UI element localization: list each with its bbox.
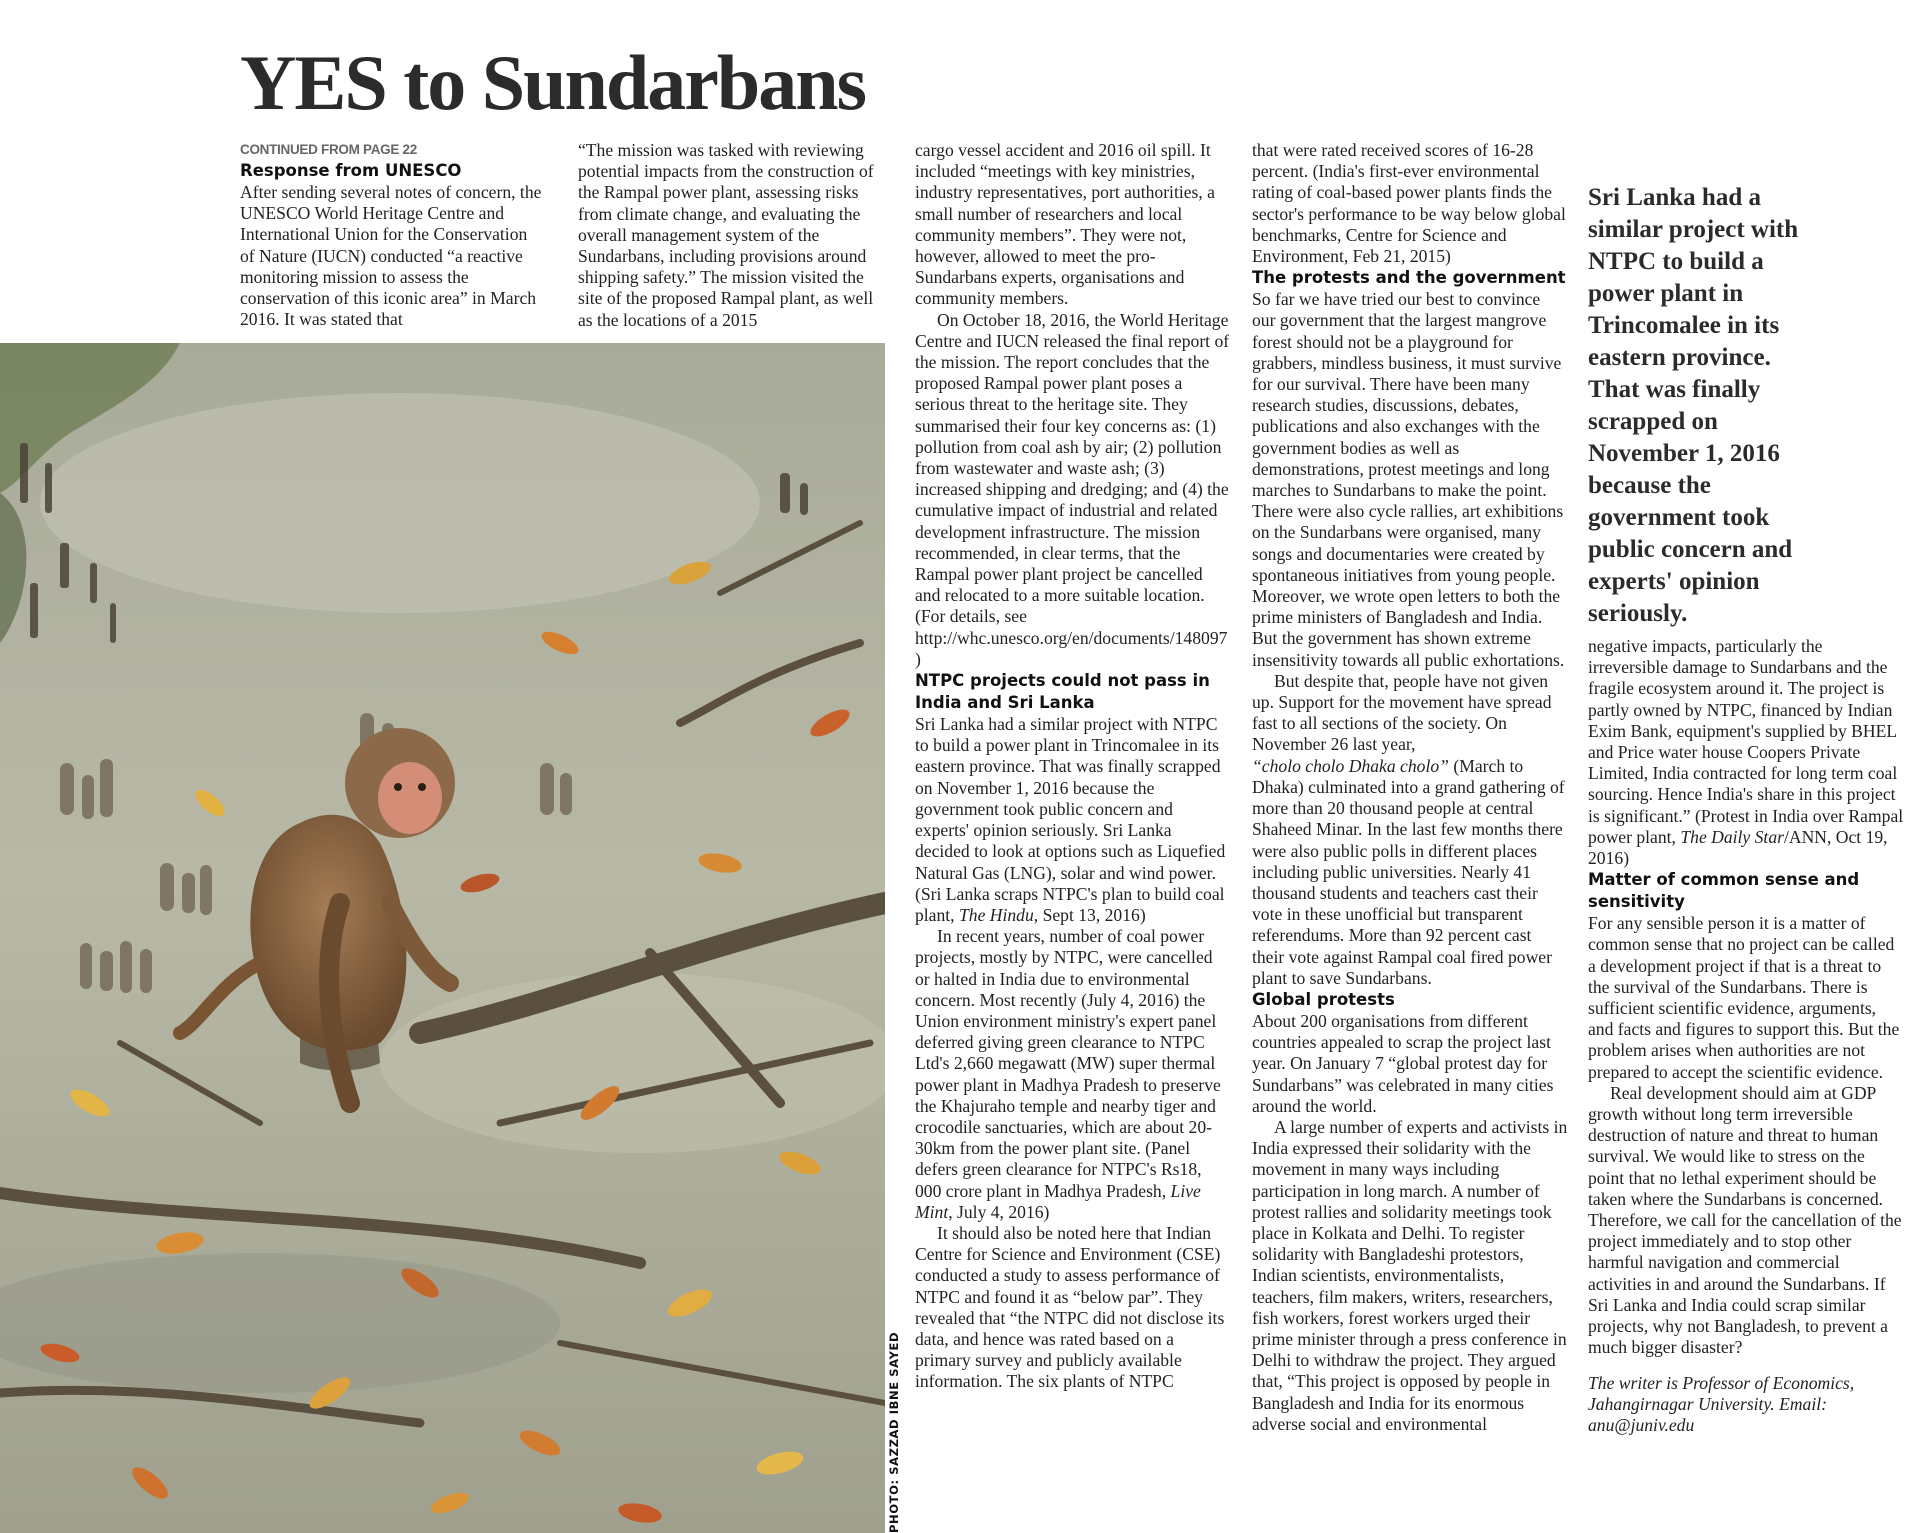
paragraph: So far we have tried our best to convince our government that the largest mangrove forest should not be a playground for grabbers, mindless business, it must survive for our survival. There have been many research studies, discussions, debates, publications and also exchanges with the government bodies as well as demonstrations, protest meetings and long marches to Sundarbans to make the point. There were also cycle rallies, art exhibitions on the Sundarbans were organised, many songs and documentaries were created by spontaneous initiatives from young people. Moreover, we wrote open letters to both the prime ministers of Bangladesh and India. But the government has shown extreme insensitivity towards all public exhortations. [1252, 289, 1565, 670]
slogan: “cholo cholo Dhaka cholo” [1252, 755, 1449, 776]
section-heading-ntpc: NTPC projects could not pass in India and Sri Lanka [915, 671, 1210, 713]
column-4 [1252, 140, 1568, 1435]
paragraph: Real development should aim at GDP growth without long term irreversible destruction of nature and threat to human survival. We would like to stress on the point that no lethal experiment should be taken where the Sundarbans is concerned. Therefore, we call for the cancellation of the project immediately and to stop other harmful navigation and commercial activities in and around the Sundarbans. If Sri Lanka and India could scrap similar projects, why not Bangladesh, to prevent a much bigger disaster? [1588, 1082, 1902, 1358]
paragraph: cargo vessel accident and 2016 oil spill. It included “meetings with key ministries, industry representatives, port authorities, a small number of researchers and local community members”. They were not, however, allowed to meet the pro-Sundarbans experts, organisations and community members. [915, 140, 1215, 309]
paragraph: It should also be noted here that Indian Centre for Science and Environment (CSE) conducted a study to assess performance of NTPC and found it as “below par”. They revealed that “the NTPC did not disclose its data, and hence was rated based on a primary survey and publicly available information. The six plants of NTPC [915, 1222, 1225, 1392]
section-heading-protests: The protests and the government [1252, 268, 1566, 288]
paragraph: On October 18, 2016, the World Heritage Centre and IUCN released the final report of the mission. The report concludes that the proposed Rampal power plant poses a serious threat to the heritage site. They summarised their four key concerns as: (1) pollution from coal ash by air; (2) pollution from wastewater and waste ash; (3) increased shipping and dredging; and (4) the cumulative impact of industrial and related development infrastructure. The mission recommended, in clear terms, that the Rampal power plant project be cancelled and relocated to a more suitable location. (For details, see http://whc.unesco.org/en/documents/148097) [915, 309, 1230, 669]
photo-credit: PHOTO: SAZZAD IBNE SAYED [887, 1331, 901, 1533]
section-heading-common-sense: Matter of common sense and sensitivity [1588, 870, 1860, 912]
author-byline: The writer is Professor of Economics, Jahangirnagar University. Email: anu@juniv.edu [1588, 1372, 1855, 1435]
paragraph: that were rated received scores of 16-28 percent. (India's first-ever environmental rating of coal-based power plants finds the sector's performance to be way below global benchmarks, Centre for Science and Environment, Feb 21, 2015) [1252, 140, 1566, 267]
section-heading-unesco: Response from UNESCO [240, 161, 462, 180]
column-5 [1588, 636, 1904, 1436]
article-photo-monkey-mangrove [0, 343, 885, 1533]
source-title: Live Mint [915, 1180, 1201, 1222]
paragraph: But despite that, people have not given up. Support for the movement have spread fast to all sections of the society. On November 26 last year, “cholo cholo Dhaka cholo” (March to Dhaka) culminated into a grand gathering of more than 20 thousand people at central Shaheed Minar. In the last few months there were also public polls in different places including public universities. Nearly 41 thousand students and teachers cast their vote in these unofficial but transparent referendums. More than 92 percent cast their vote against Rampal coal fired power plant to save Sundarbans. [1252, 670, 1565, 988]
column-3 [915, 140, 1230, 1393]
headline: YES to Sundarbans [240, 39, 865, 126]
paragraph: negative impacts, particularly the irreversible damage to Sundarbans and the fragile ecosystem around it. The project is partly owned by NTPC, financed by Indian Exim Bank, equipment's supplied by BHEL and Price water house Coopers Private Limited, India contracted for long term coal sourcing. Hence India's share in this project is significant.” (Protest in India over Rampal power plant, The Daily Star/ANN, Oct 19, 2016) [1588, 636, 1904, 869]
paragraph: Sri Lanka had a similar project with NTPC to build a power plant in Trincomalee in its eastern province. That was finally scrapped on November 1, 2016 because the government took public concern and experts' opinion seriously. Sri Lanka decided to look at options such as Liquefied Natural Gas (LNG), solar and wind power. (Sri Lanka scraps NTPC's plan to build coal plant, The Hindu, Sept 13, 2016) [915, 714, 1226, 925]
source-title: The Hindu [958, 904, 1034, 925]
pull-quote: Sri Lanka had a similar project with NTPC to build a power plant in Trincomalee in its eastern province. That was finally scrapped on November 1, 2016 because the government took public concern and experts' opinion seriously. [1588, 184, 1799, 627]
column-1 [240, 140, 546, 330]
continued-label: CONTINUED FROM PAGE 22 [240, 142, 417, 157]
paragraph: In recent years, number of coal power projects, mostly by NTPC, were cancelled or halted in India due to environmental concern. Most recently (July 4, 2016) the Union environment ministry's expert panel deferred giving green clearance to NTPC Ltd's 2,660 megawatt (MW) super thermal power plant in Madhya Pradesh to preserve the Khajuraho temple and nearby tiger and crocodile sanctuaries, which are about 20-30km from the power plant site. (Panel defers green clearance for NTPC's Rs18, 000 crore plant in Madhya Pradesh, Live Mint, July 4, 2016) [915, 926, 1221, 1222]
paragraph: About 200 organisations from different countries appealed to scrap the project last year. On January 7 “global protest day for Sundarbans” was celebrated in many cities around the world. [1252, 1010, 1554, 1116]
paragraph: After sending several notes of concern, the UNESCO World Heritage Centre and International Union for the Conservation of Nature (IUCN) conducted “a reactive monitoring mission to assess the conservation of this iconic area” in March 2016. It was stated that [240, 182, 542, 330]
column-2 [578, 140, 892, 331]
paragraph: A large number of experts and activists in India expressed their solidarity with the movement in many ways including participation in long march. A number of protest rallies and solidarity meetings took place in Kolkata and Delhi. To register solidarity with Bangladeshi protestors, Indian scientists, environmentalists, teachers, film makers, writers, researchers, fish workers, forest workers urged their prime minister through a press conference in Delhi to withdraw the project. They argued that, “This project is opposed by people in Bangladesh and India for its enormous adverse social and environmental [1252, 1116, 1568, 1434]
source-title: The Daily Star [1680, 826, 1784, 847]
paragraph: “The mission was tasked with reviewing potential impacts from the construction of the Rampal power plant, assessing risks from climate change, and evaluating the overall management system of the Sundarbans, including provisions around shipping safety.” The mission visited the site of the proposed Rampal plant, as well as the locations of a 2015 [578, 140, 874, 330]
paragraph: For any sensible person it is a matter of common sense that no project can be called a development project if that is a threat to the survival of the Sundarbans. There is sufficient scientific evidence, arguments, and facts and figures to support this. But the problem arises when authorities are not prepared to accept the scientific evidence. [1588, 913, 1900, 1082]
section-heading-global-protests: Global protests [1252, 989, 1395, 1009]
